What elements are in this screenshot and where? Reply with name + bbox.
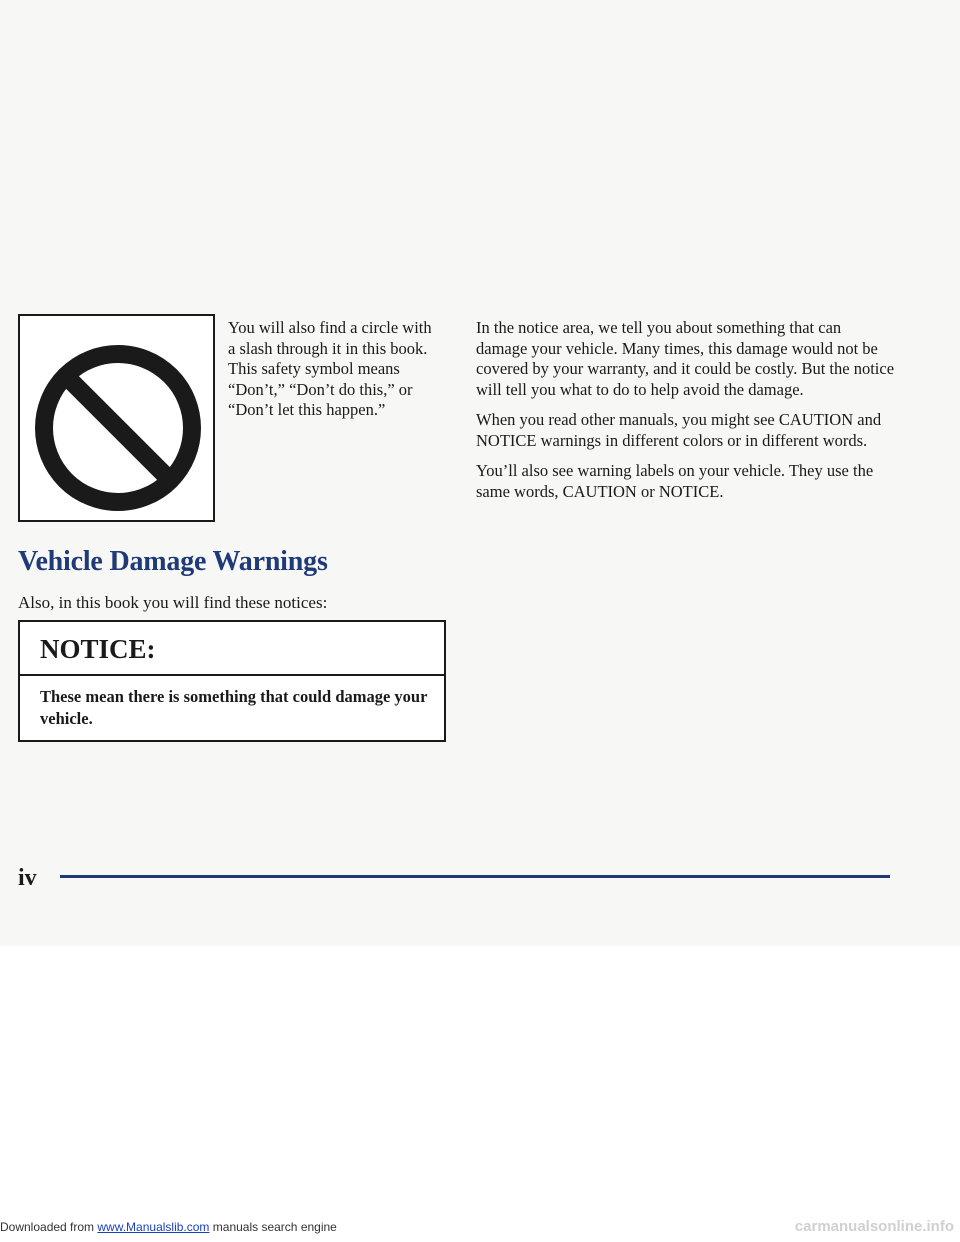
download-attribution: [0, 1220, 337, 1234]
watermark: carmanualsonline.info: [794, 1218, 954, 1235]
download-prefix: Downloaded from: [0, 1220, 98, 1234]
download-suffix: manuals search engine: [209, 1220, 337, 1234]
section-heading: Vehicle Damage Warnings: [18, 546, 328, 577]
notice-body: These mean there is something that could damage your vehicle.: [40, 687, 428, 728]
notice-title: NOTICE:: [20, 622, 444, 676]
page-number: iv: [18, 865, 37, 891]
symbol-description: [228, 318, 443, 421]
paragraph-other-manuals: When you read other manuals, you might see CAUTION and NOTICE warnings in different colors or in different words.: [476, 410, 882, 450]
manualslib-link[interactable]: www.Manualslib.com: [97, 1220, 210, 1234]
paragraph-notice-area: In the notice area, we tell you about something that can damage your vehicle. Many times, this damage would not be covered by your warranty, and it could be costly. But the notice will tell you what to do to help avoid the damage.: [476, 318, 895, 399]
symbol-description-text: You will also find a circle with a slash through it in this book. This safety symbol means “Don’t,” “Don’t do this,” or “Don’t let this happen.”: [228, 318, 432, 419]
right-column: [476, 318, 896, 502]
footer-rule: [60, 875, 890, 878]
prohibition-circle-icon: [32, 342, 204, 514]
prohibition-symbol-box: [18, 314, 215, 522]
notice-box: [18, 620, 446, 742]
section-intro: Also, in this book you will find these notices:: [18, 593, 328, 612]
paragraph-warning-labels: You’ll also see warning labels on your vehicle. They use the same words, CAUTION or NOTICE.: [476, 461, 874, 501]
